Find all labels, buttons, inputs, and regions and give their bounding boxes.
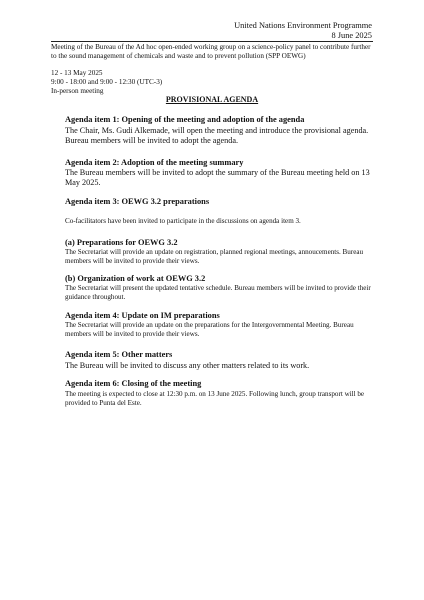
agenda-item-2-heading: Agenda item 2: Adoption of the meeting summary	[65, 158, 244, 167]
agenda-item-6-body: The meeting is expected to close at 12:30 p.m. on 13 June 2025. Following lunch, group transport will be provided to Punta del Este.	[65, 390, 365, 407]
agenda-item-3a-heading: (a) Preparations for OEWG 3.2	[65, 238, 178, 247]
agenda-item-3b-heading: (b) Organization of work at OEWG 3.2	[65, 274, 206, 283]
agenda-item-3-body: Co-facilitators have been invited to participate in the discussions on agenda item 3.	[65, 217, 301, 225]
agenda-item-3a-body: The Secretariat will provide an update on registration, planned regional meetings, annoucements. Bureau members will be invited to provide their views.	[65, 248, 364, 265]
agenda-item-3-heading: Agenda item 3: OEWG 3.2 preparations	[65, 197, 210, 206]
agenda-item-4-body: The Secretariat will provide an update on the preparations for the Intergovernmental Meeting. Bureau members will be invited to provide their views.	[65, 321, 354, 338]
agenda-item-4-heading: Agenda item 4: Update on IM preparations	[65, 311, 220, 320]
agenda-item-3b-body: The Secretariat will present the updated tentative schedule. Bureau members will be invited to provide their guidance throughout.	[65, 284, 371, 301]
header-rule	[51, 41, 373, 42]
agenda-item-5-body: The Bureau will be invited to discuss any other matters related to its work.	[65, 361, 310, 370]
meeting-format: In-person meeting	[51, 87, 104, 95]
agenda-item-5-heading: Agenda item 5: Other matters	[65, 350, 173, 359]
page-title: PROVISIONAL AGENDA	[165, 95, 259, 104]
agenda-item-1-heading: Agenda item 1: Opening of the meeting and adoption of the agenda	[65, 115, 305, 124]
meeting-dates: 12 - 13 May 2025	[51, 69, 103, 77]
organization-name: United Nations Environment Programme	[234, 21, 372, 30]
agenda-item-2-body: The Bureau members will be invited to adopt the summary of the Bureau meeting held on 13 May 2025.	[65, 168, 370, 187]
agenda-item-1-body: The Chair, Ms. Gudi Alkemade, will open the meeting and introduce the provisional agenda. Bureau members will be invited to adopt the agenda.	[65, 126, 369, 145]
meeting-times: 9:00 - 18:00 and 9:00 - 12:30 (UTC-3)	[51, 78, 163, 86]
agenda-item-6-heading: Agenda item 6: Closing of the meeting	[65, 379, 202, 388]
meeting-title: Meeting of the Bureau of the Ad hoc open-ended working group on a science-policy panel to contribute further to the sound management of chemicals and waste and to prevent pollution (SPP OEWG)	[51, 43, 371, 60]
document-date: 8 June 2025	[331, 31, 372, 40]
